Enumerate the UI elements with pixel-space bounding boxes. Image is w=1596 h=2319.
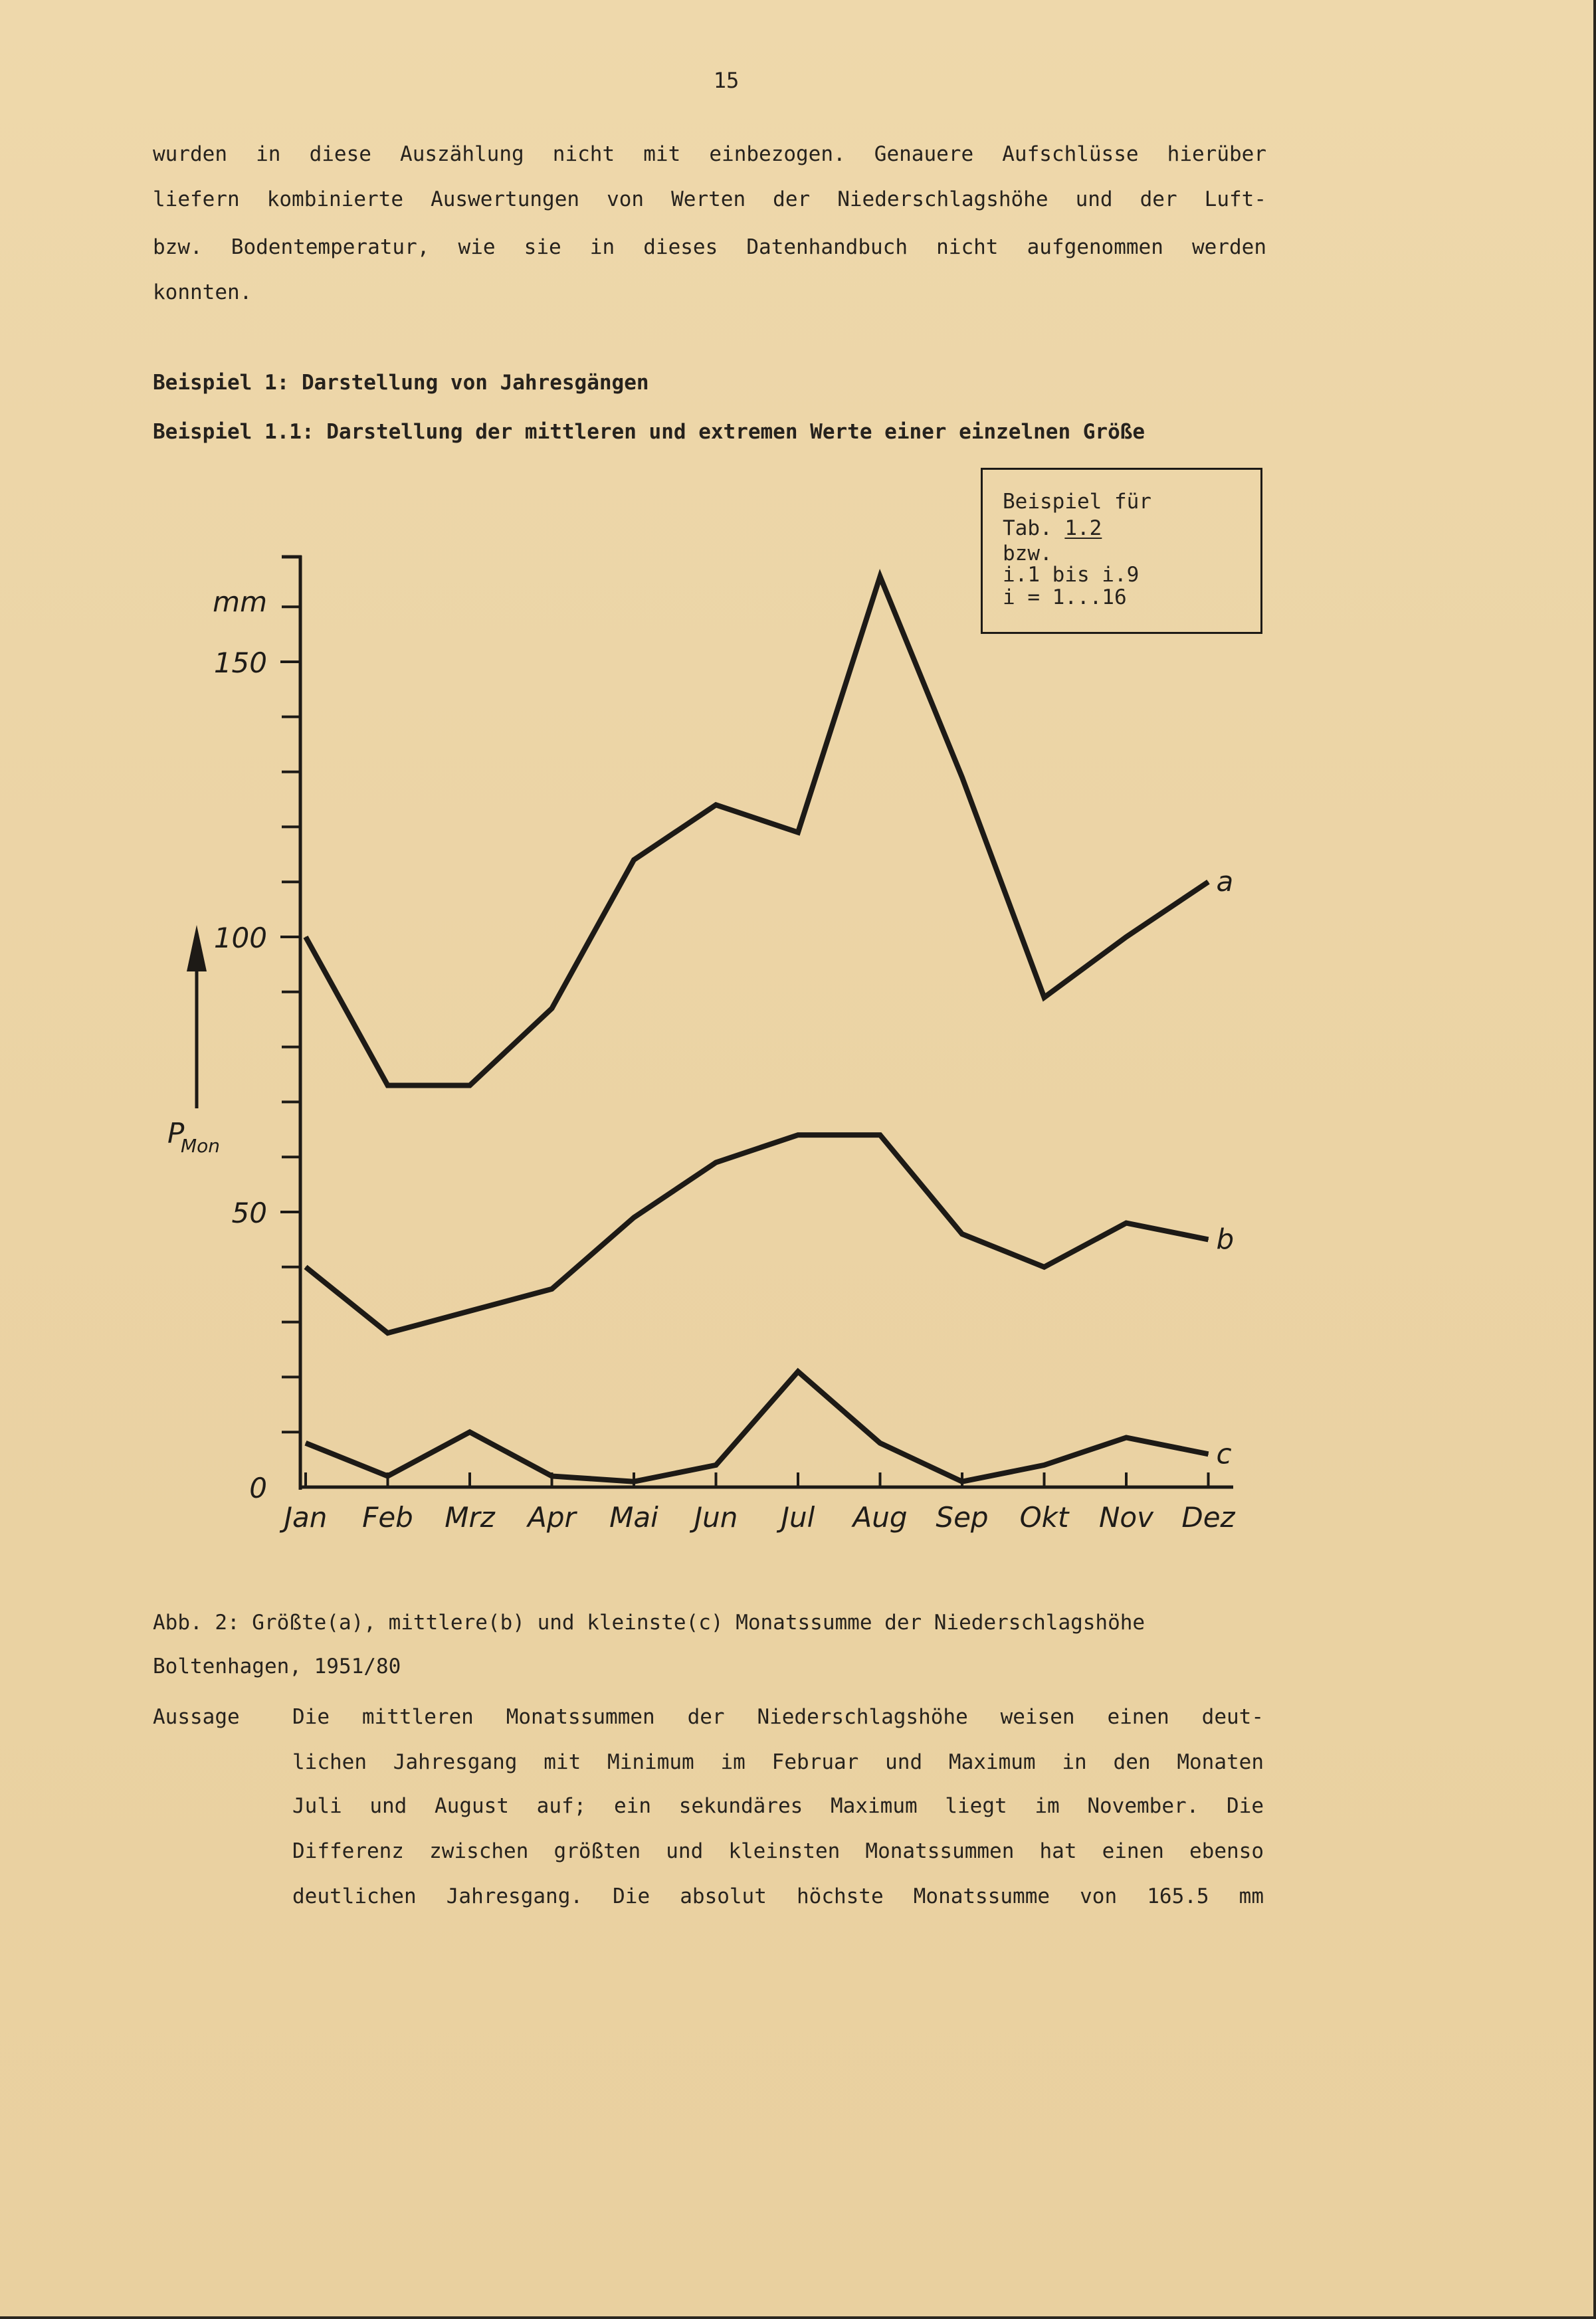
series-line-a [306, 577, 1209, 1086]
info-box-line-5: i = 1...16 [1003, 585, 1127, 609]
series-line-c [306, 1371, 1209, 1482]
y-axis-label: P [167, 1117, 185, 1150]
series-point-c-dez [1208, 1454, 1209, 1455]
x-tick-label-mai: Mai [609, 1501, 658, 1534]
x-tick-label-mrz: Mrz [445, 1501, 495, 1534]
info-box-tab-prefix: Tab. [1003, 516, 1065, 540]
series-point-b-mai [634, 1217, 635, 1218]
series-point-b-apr [551, 1288, 552, 1289]
series-point-c-nov [1126, 1437, 1127, 1438]
x-tick-label-jan: Jan [284, 1501, 328, 1534]
series-point-a-okt [1044, 997, 1045, 998]
info-box-tab-ref: 1.2 [1064, 516, 1102, 540]
info-box-line-4: i.1 bis i.9 [1003, 563, 1140, 587]
series-point-c-okt [1044, 1464, 1045, 1465]
x-tick-label-aug: Aug [852, 1501, 908, 1534]
series-point-a-feb [387, 1085, 388, 1086]
figure-caption-line-2: Boltenhagen, 1951/80 [153, 1655, 401, 1678]
series-point-b-jul [798, 1135, 799, 1136]
x-tick-label-okt: Okt [1019, 1501, 1069, 1534]
series-point-b-okt [1044, 1266, 1045, 1267]
aussage-label: Aussage [153, 1705, 240, 1729]
x-tick-label-nov: Nov [1099, 1501, 1153, 1534]
aussage-line-5: deutlichen Jahresgang. Die absolut höchste Monatssumme von 165.5 mm [292, 1884, 1264, 1908]
y-label-arrow-head [187, 925, 207, 971]
aussage-line-2: lichen Jahresgang mit Minimum im Februar und Maximum in den Monaten [292, 1750, 1264, 1774]
y-tick-label-50: 50 [231, 1197, 267, 1229]
series-point-c-sep [962, 1481, 963, 1482]
y-tick-label-100: 100 [213, 922, 267, 954]
x-tick-label-jul: Jul [781, 1501, 815, 1534]
info-box-line-1: Beispiel für [1003, 490, 1151, 514]
aussage-line-4: Differenz zwischen größten und kleinsten Monatssummen hat einen ebenso [292, 1839, 1264, 1863]
info-box-line-3: bzw. [1003, 542, 1052, 565]
intro-line-4: konnten. [153, 280, 252, 304]
series-point-a-nov [1126, 937, 1127, 938]
series-point-a-jul [798, 832, 799, 833]
intro-line-3: bzw. Bodentemperatur, wie sie in dieses Datenhandbuch nicht aufgenommen werden [153, 235, 1266, 259]
x-tick-label-feb: Feb [362, 1501, 413, 1534]
intro-line-2: liefern kombinierte Auswertungen von Werten der Niederschlagshöhe und der Luft- [153, 187, 1266, 211]
series-label-b: b [1216, 1223, 1235, 1256]
figure-caption-line-1: Abb. 2: Größte(a), mittlere(b) und kleinste(c) Monatssumme der Niederschlagshöhe [153, 1611, 1146, 1635]
series-line-b [306, 1135, 1209, 1333]
intro-line-1: wurden in diese Auszählung nicht mit einbezogen. Genauere Aufschlüsse hierüber [153, 142, 1266, 166]
series-point-b-feb [387, 1333, 388, 1334]
y-tick-label-150: 150 [213, 647, 267, 679]
x-tick-label-sep: Sep [936, 1501, 989, 1534]
series-point-b-dez [1208, 1239, 1209, 1240]
x-tick-label-apr: Apr [528, 1501, 576, 1534]
series-point-a-apr [551, 1008, 552, 1009]
x-tick-label-dez: Dez [1181, 1501, 1235, 1534]
series-point-c-jul [798, 1371, 799, 1372]
series-label-c: c [1216, 1437, 1232, 1470]
series-label-a: a [1216, 865, 1234, 898]
aussage-line-3: Juli und August auf; ein sekundäres Maximum liegt im November. Die [292, 1794, 1264, 1818]
subsection-heading: Beispiel 1.1: Darstellung der mittleren und extremen Werte einer einzelnen Größe [153, 420, 1146, 444]
x-tick-label-jun: Jun [694, 1501, 738, 1534]
series-point-c-mai [634, 1481, 635, 1482]
y-axis-label-sub: Mon [181, 1135, 221, 1157]
series-point-b-sep [962, 1234, 963, 1235]
section-heading: Beispiel 1: Darstellung von Jahresgängen [153, 371, 649, 395]
y-tick-label-0: 0 [249, 1472, 267, 1504]
page-number: 15 [713, 68, 740, 93]
aussage-line-1: Die mittleren Monatssummen der Niederschlagshöhe weisen einen deut- [292, 1705, 1264, 1729]
y-unit-label: mm [213, 585, 267, 618]
